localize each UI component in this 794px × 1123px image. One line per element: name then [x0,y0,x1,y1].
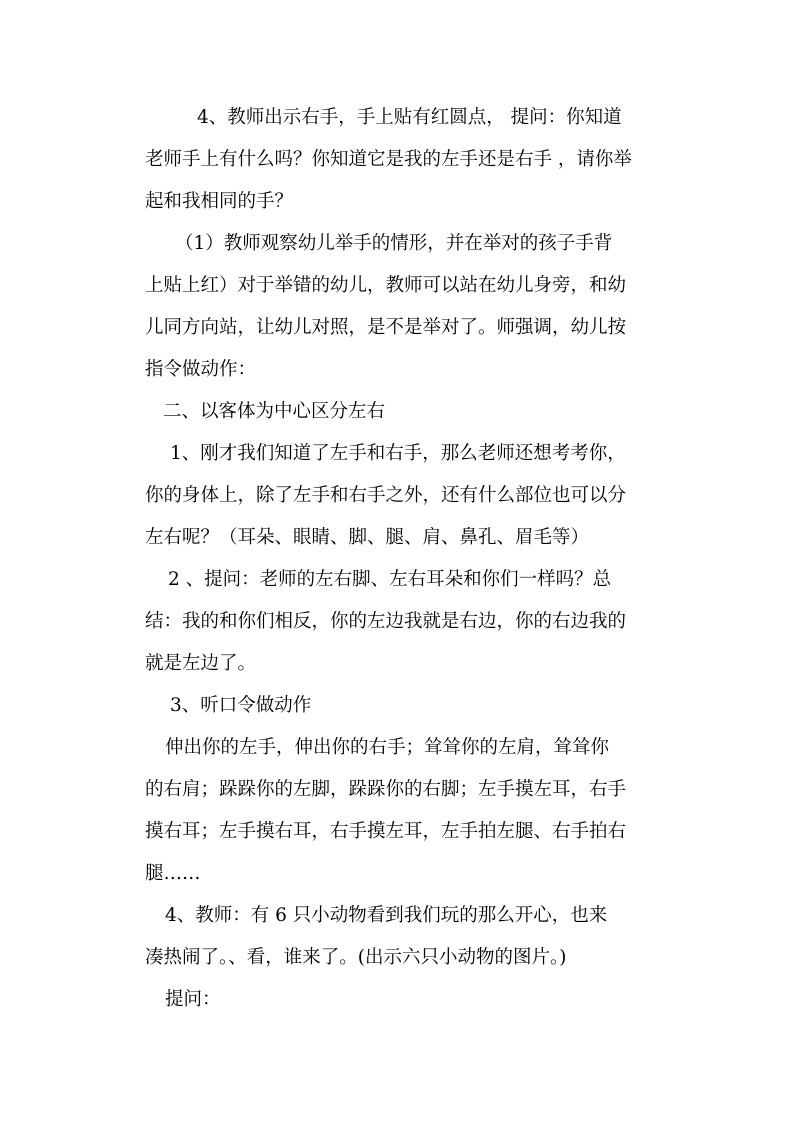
text-line: 起和我相同的手？ [145,191,294,212]
text-line: 1、刚才我们知道了左手和右手，那么老师还想考考你， [170,443,626,464]
text-line: 4、教师：有 6 只小动物看到我们玩的那么开心，也来 [165,905,608,926]
text-line: （1）教师观察幼儿举手的情形，并在举对的孩子手背 [175,233,613,254]
text-line: 4、教师出示右手，手上贴有红圆点， 提问：你知道 [197,107,622,128]
text-line: 摸右耳；左手摸右耳，右手摸左耳，左手拍左腿、右手拍右 [145,821,627,842]
text-line: 的右肩；跺跺你的左脚，跺跺你的右脚；左手摸左耳，右手 [145,779,627,800]
text-line: 老师手上有什么吗？你知道它是我的左手还是右手 ，请你举 [145,149,632,170]
text-line: 结：我的和你们相反，你的左边我就是右边，你的右边我的 [145,611,627,632]
text-line: 左右呢？（耳朵、眼睛、脚、腿、肩、鼻孔、眉毛等） [145,527,590,548]
text-line: 凑热闹了。、看，谁来了。(出示六只小动物的图片。) [145,947,567,968]
section-heading: 二、以客体为中心区分左右 [163,401,386,422]
text-line: 提问： [165,989,221,1010]
text-line: 你的身体上，除了左手和右手之外，还有什么部位也可以分 [145,485,627,506]
text-line: 就是左边了。 [145,653,257,674]
text-line: 3、听口令做动作 [170,695,312,716]
text-line: 腿…… [145,863,201,884]
text-line: 指令做动作： [145,359,257,380]
text-line: 2 、提问：老师的左右脚、左右耳朵和你们一样吗？总 [168,569,612,590]
text-line: 儿同方向站，让幼儿对照，是不是举对了。师强调，幼儿按 [145,317,627,338]
text-line: 伸出你的左手，伸出你的右手；耸耸你的左肩，耸耸你 [165,737,610,758]
text-line: 上贴上红）对于举错的幼儿，教师可以站在幼儿身旁，和幼 [145,275,627,296]
